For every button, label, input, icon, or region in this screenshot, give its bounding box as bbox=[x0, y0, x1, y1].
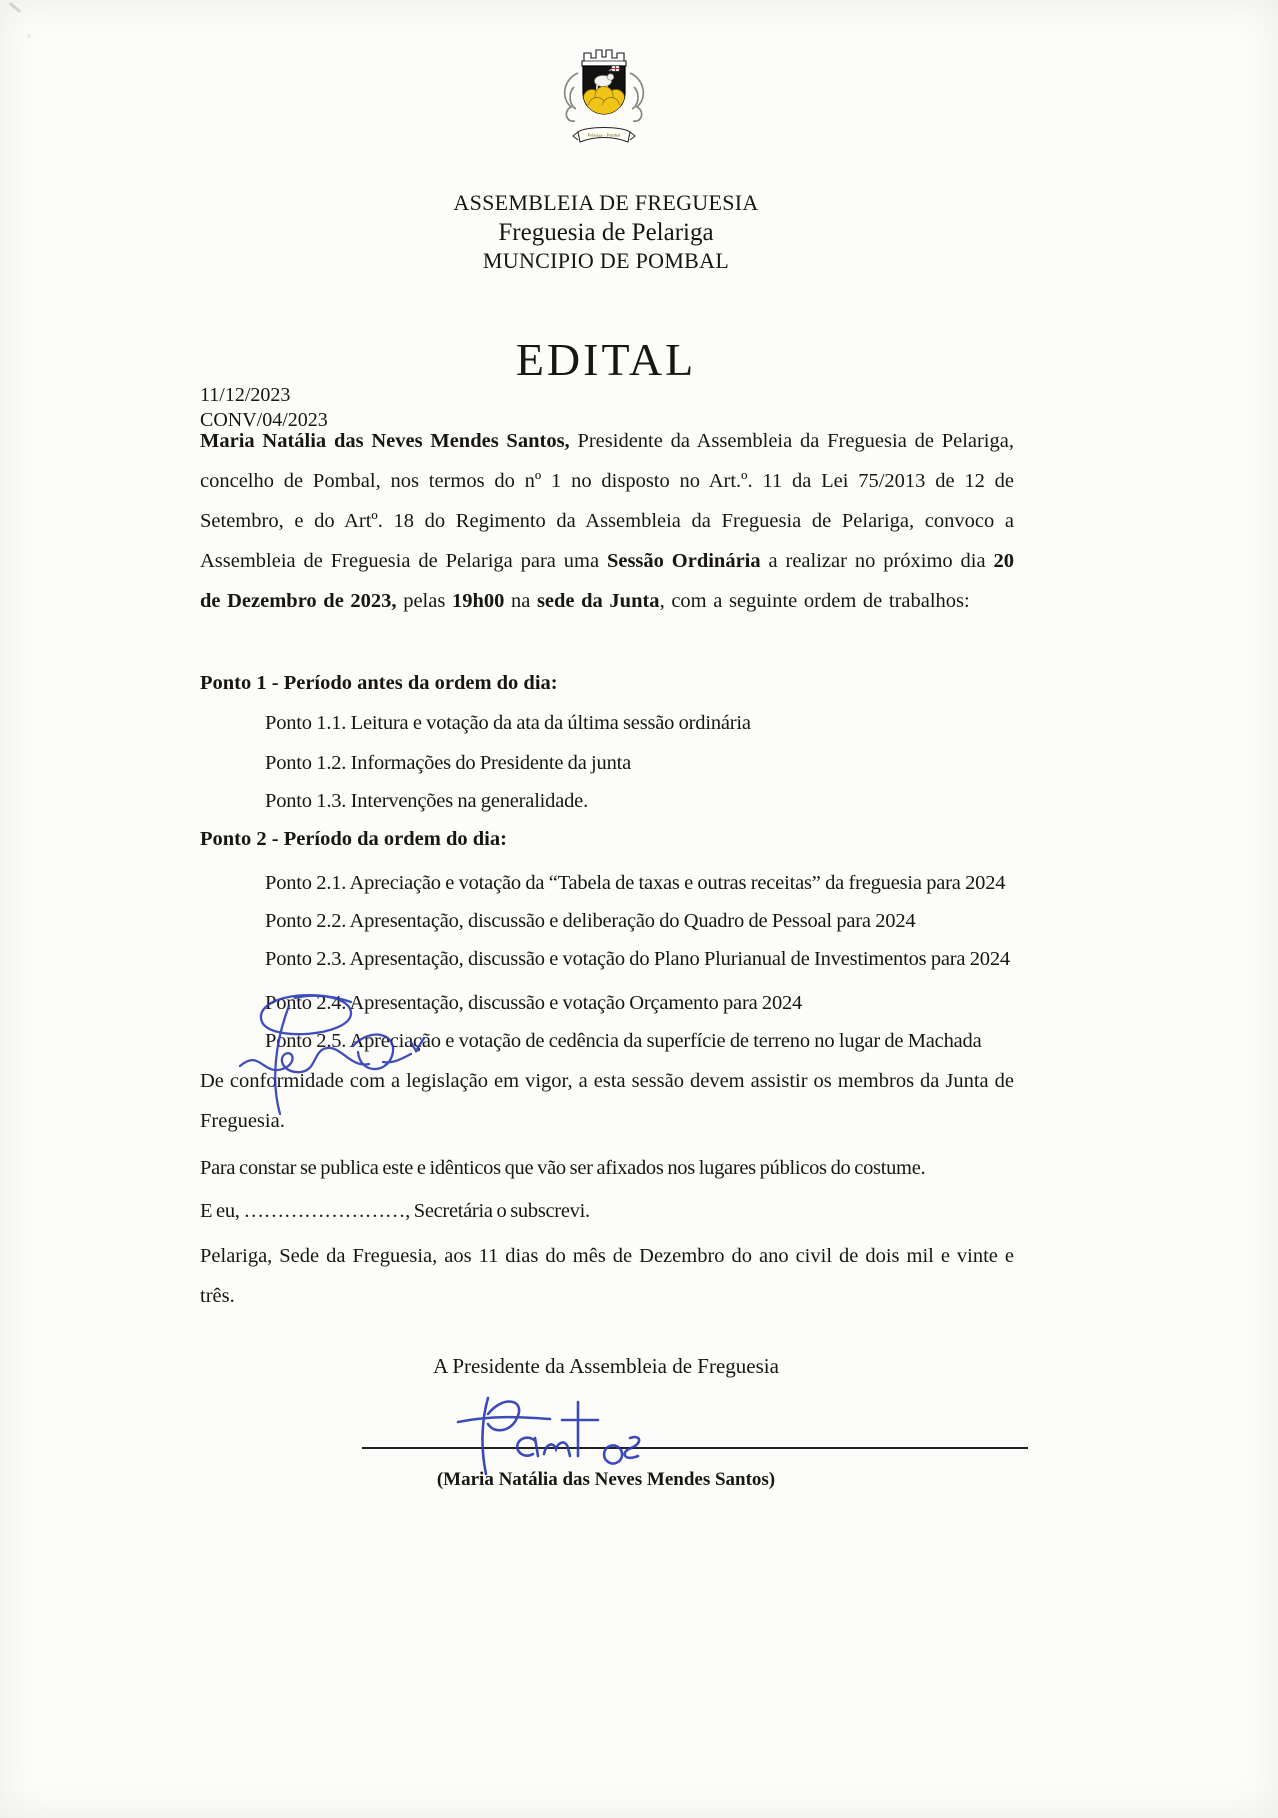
president-signature-ink bbox=[452, 1390, 647, 1478]
secretary-line-suffix: , Secretária o subscrevi. bbox=[405, 1200, 590, 1222]
agenda-item: Ponto 2.4. Apresentação, discussão e votação Orçamento para 2024 bbox=[265, 992, 803, 1014]
signer-name: (Maria Natália das Neves Mendes Santos) bbox=[436, 1469, 776, 1490]
scan-speck bbox=[27, 34, 31, 38]
crest-banner-text: Pelariga - Pombal bbox=[587, 132, 621, 138]
signature-line bbox=[362, 1447, 1028, 1449]
session-time: 19h00 bbox=[451, 590, 505, 612]
closing-paragraph-2: Para constar se publica este e idênticos que vão ser afixados nos lugares públicos do costume. bbox=[200, 1157, 926, 1179]
intro-segment: pelas bbox=[396, 590, 452, 612]
session-place: sede da Junta bbox=[536, 590, 660, 612]
coat-of-arms-graphic bbox=[556, 46, 652, 154]
session-type: Sessão Ordinária bbox=[606, 550, 761, 572]
closing-paragraph-1: De conformidade com a legislação em vigor, a esta sessão devem assistir os membros da Junta de Freguesia. bbox=[200, 1070, 1014, 1132]
agenda-item: Ponto 2.1. Apreciação e votação da “Tabela de taxas e outras receitas” da freguesia para 2024 bbox=[265, 872, 1006, 894]
document-date: 11/12/2023 bbox=[200, 384, 291, 406]
org-name-line2: Freguesia de Pelariga bbox=[498, 219, 714, 246]
document-reference: CONV/04/2023 bbox=[200, 409, 328, 431]
intro-segment: na bbox=[504, 590, 537, 612]
intro-paragraph bbox=[200, 421, 1014, 621]
agenda-item: Ponto 1.3. Intervenções na generalidade. bbox=[265, 790, 589, 812]
org-name-line3: MUNCIPIO DE POMBAL bbox=[482, 248, 730, 273]
coat-of-arms bbox=[556, 46, 652, 154]
agenda-item: Ponto 1.1. Leitura e votação da ata da última sessão ordinária bbox=[265, 712, 751, 734]
agenda-section1-heading: Ponto 1 - Período antes da ordem do dia: bbox=[200, 672, 558, 694]
intro-segment: Presidente da Assembleia da Freguesia de Pelariga, concelho de Pombal, nos termos do nº 1 no disposto no Art.º. 11 da Lei 75/2013 de 12 de Setembro, e do Artº. 18 do Regimento da Assembleia da Freguesia de Pelariga, convoco a Assembleia de Freguesia de Pelariga para uma bbox=[200, 430, 1014, 572]
president-name: Maria Natália das Neves Mendes Santos, bbox=[200, 430, 570, 452]
crest-banner-scroll bbox=[573, 128, 635, 143]
intro-segment: a realizar no próximo dia bbox=[760, 550, 994, 572]
org-name-line1: ASSEMBLEIA DE FREGUESIA bbox=[453, 190, 759, 215]
secretary-line-prefix: E eu, bbox=[200, 1200, 244, 1222]
scan-speck bbox=[9, 2, 22, 13]
document-title: EDITAL bbox=[515, 334, 697, 385]
intro-segment: , com a seguinte ordem de trabalhos: bbox=[659, 590, 970, 612]
session-date: 20 de Dezembro de 2023, bbox=[200, 550, 1014, 612]
agenda-item: Ponto 1.2. Informações do Presidente da junta bbox=[265, 752, 632, 774]
closing-paragraph-3 bbox=[200, 1191, 590, 1231]
agenda-item: Ponto 2.3. Apresentação, discussão e votação do Plano Plurianual de Investimentos para 2024 bbox=[265, 948, 1010, 970]
crest-mounds bbox=[583, 87, 625, 116]
agenda-item: Ponto 2.2. Apresentação, discussão e deliberação do Quadro de Pessoal para 2024 bbox=[265, 910, 916, 932]
signer-role: A Presidente da Assembleia de Freguesia bbox=[433, 1354, 779, 1378]
dotted-blank: …………………… bbox=[243, 1200, 406, 1222]
closing-paragraph-4: Pelariga, Sede da Freguesia, aos 11 dias do mês de Dezembro do ano civil de dois mil e vinte e três. bbox=[200, 1245, 1014, 1307]
agenda-section2-heading: Ponto 2 - Período da ordem do dia: bbox=[200, 828, 507, 850]
agenda-item: Ponto 2.5. Apreciação e votação de cedência da superfície de terreno no lugar de Machada bbox=[265, 1030, 982, 1052]
